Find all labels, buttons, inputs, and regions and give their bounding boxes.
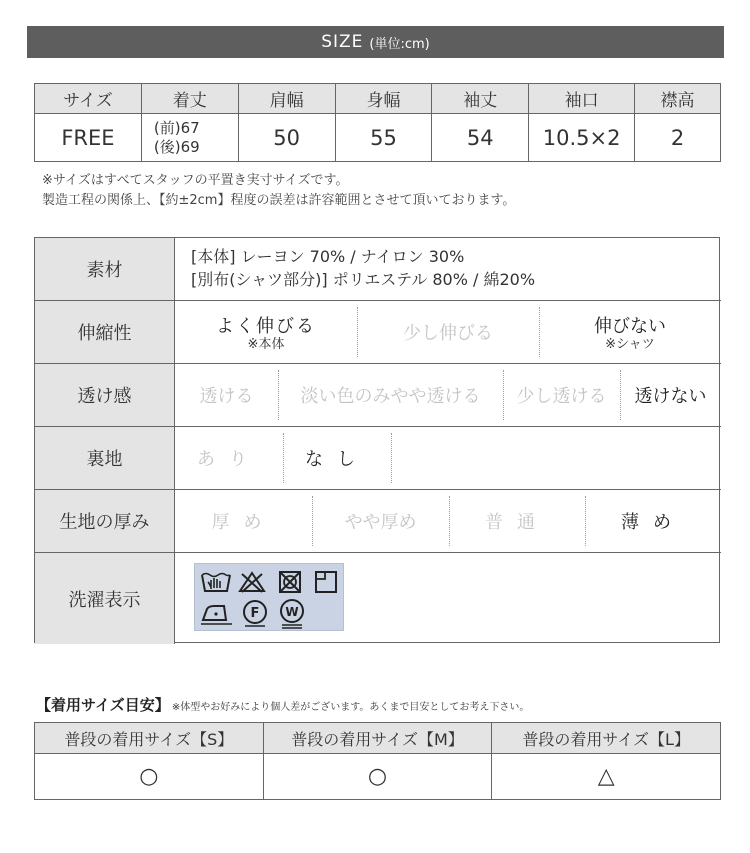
fit-table-header-row [35, 723, 721, 754]
col-shoulder: 肩幅 [238, 84, 335, 114]
washing-label: 洗濯表示 [35, 553, 175, 644]
cell-size: FREE [35, 114, 142, 162]
svg-text:W: W [285, 605, 299, 619]
stretch-option-some-text: 少し伸びる [403, 323, 493, 344]
fit-table-row [35, 754, 721, 800]
stretch-option-some [357, 301, 539, 363]
thickness-label: 生地の厚み [35, 490, 175, 552]
cell-sleeve: 54 [432, 114, 529, 162]
sheer-option-3-text: 透けない [634, 386, 707, 407]
col-cuff: 袖口 [529, 84, 635, 114]
wash-care-label [194, 563, 344, 631]
line-dry-icon [313, 569, 339, 595]
cell-length-front: (前)67 [153, 118, 200, 137]
fit-col-s: 普段の着用サイズ【S】 [35, 723, 264, 754]
cell-cuff: 10.5×2 [529, 114, 635, 162]
stretch-body [175, 301, 721, 363]
stretch-option-high [175, 301, 357, 363]
thickness-option-1 [312, 490, 449, 552]
no-bleach-icon [237, 570, 267, 594]
sheer-option-0-text: 透ける [199, 386, 254, 407]
thickness-option-2-text: 普通 [485, 512, 549, 533]
wet-clean-w-icon [277, 598, 307, 630]
material-label: 素材 [35, 238, 175, 300]
lining-row [35, 427, 721, 490]
low-iron-icon [200, 600, 234, 626]
col-width: 身幅 [335, 84, 432, 114]
thickness-option-3-text: 薄め [621, 512, 685, 533]
cell-width: 55 [335, 114, 432, 162]
fit-col-l: 普段の着用サイズ【L】 [492, 723, 721, 754]
hand-wash-icon [200, 569, 232, 595]
thickness-option-1-text: やや厚め [344, 512, 417, 533]
stretch-option-high-text: よく伸びる [216, 316, 316, 337]
sheer-option-0 [175, 364, 278, 426]
col-length: 着丈 [141, 84, 238, 114]
fit-guide-heading: 【着用サイズ目安】 [36, 696, 170, 714]
sheer-option-2-text: 少し透ける [516, 386, 607, 407]
material-line-2: [別布(シャツ部分)] ポリエステル 80% / 綿20% [191, 270, 536, 289]
sheer-option-1 [278, 364, 503, 426]
thickness-body [175, 490, 721, 552]
fit-guide-note: ※体型やお好みにより個人差がございます。あくまで目安としてお考え下さい。 [171, 702, 530, 713]
svg-text:F: F [250, 606, 260, 621]
stretch-option-none [539, 301, 721, 363]
size-note-2: 製造工程の関係上、【約±2cm】程度の誤差は許容範囲とさせて頂いております。 [42, 193, 516, 208]
size-table-row [35, 114, 721, 162]
thickness-option-0-text: 厚め [211, 512, 276, 533]
stretch-label: 伸縮性 [35, 301, 175, 363]
stretch-row [35, 301, 721, 364]
thickness-row [35, 490, 721, 553]
fit-mark-l: △ [492, 754, 721, 800]
col-collar: 襟高 [635, 84, 721, 114]
lining-option-no-text: なし [305, 449, 369, 470]
lining-option-no [283, 427, 391, 489]
sheer-option-1-text: 淡い色のみやや透ける [300, 386, 481, 407]
lining-body [175, 427, 721, 489]
fit-guide-title [36, 694, 529, 715]
washing-row [35, 553, 721, 644]
thickness-option-3 [585, 490, 721, 552]
sheer-body [175, 364, 721, 426]
cell-length-back: (後)69 [153, 137, 200, 156]
size-table-header-row [35, 84, 721, 114]
material-line-1: [本体] レーヨン 70% / ナイロン 30% [191, 247, 465, 266]
fit-mark-s: ○ [35, 754, 264, 800]
sheer-row [35, 364, 721, 427]
dry-clean-f-icon [240, 598, 270, 628]
sheer-option-2 [503, 364, 620, 426]
lining-option-yes [175, 427, 283, 489]
divider [391, 433, 392, 483]
no-tumble-dry-icon [277, 569, 303, 595]
stretch-option-none-text: 伸びない [594, 316, 666, 337]
stretch-option-none-sub: ※シャツ [605, 337, 655, 352]
material-row [35, 238, 721, 301]
cell-length [141, 114, 238, 162]
lining-option-yes-text: あり [197, 449, 261, 470]
thickness-option-0 [175, 490, 312, 552]
thickness-option-2 [449, 490, 585, 552]
cell-shoulder: 50 [238, 114, 335, 162]
cell-collar: 2 [635, 114, 721, 162]
sheer-label: 透け感 [35, 364, 175, 426]
stretch-option-high-sub: ※本体 [247, 337, 285, 352]
unit-label: (単位:cm) [369, 36, 430, 52]
fit-table [34, 722, 721, 800]
lining-label: 裏地 [35, 427, 175, 489]
sheer-option-3 [620, 364, 721, 426]
material-body [175, 238, 721, 300]
size-title: SIZE [321, 32, 364, 52]
size-header [27, 26, 724, 58]
size-note-1: ※サイズはすべてスタッフの平置き実寸サイズです。 [42, 173, 349, 188]
size-table [34, 83, 721, 162]
col-size: サイズ [35, 84, 142, 114]
fit-col-m: 普段の着用サイズ【M】 [263, 723, 492, 754]
fabric-table [34, 237, 720, 643]
col-sleeve: 袖丈 [432, 84, 529, 114]
fit-mark-m: ○ [263, 754, 492, 800]
